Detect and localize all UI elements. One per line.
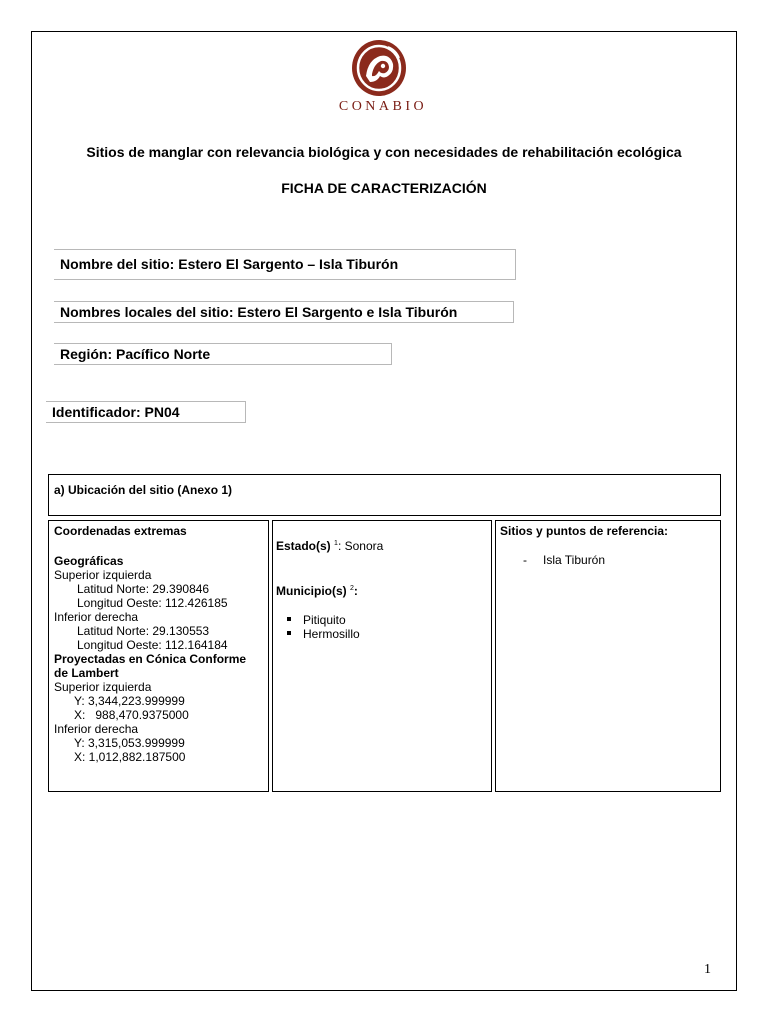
document-title: Sitios de manglar con relevancia biológica y con necesidades de rehabilitación ecológica bbox=[86, 144, 682, 160]
state-municipality-cell bbox=[272, 520, 492, 792]
dash-icon: - bbox=[523, 553, 527, 567]
bullet-icon bbox=[287, 631, 291, 635]
estado-label: Estado(s) bbox=[276, 539, 331, 553]
geo-heading: Geográficas bbox=[54, 554, 124, 568]
section-a-header bbox=[48, 474, 721, 516]
proj-x1: X: 988,470.9375000 bbox=[74, 708, 189, 722]
lon-oeste-2: Longitud Oeste: 112.164184 bbox=[77, 638, 228, 652]
proj-sup-izq: Superior izquierda bbox=[54, 680, 152, 694]
municipio-item-text: Hermosillo bbox=[303, 627, 360, 641]
geo-sup-izq: Superior izquierda bbox=[54, 568, 152, 582]
estado-footnote: 1 bbox=[334, 540, 338, 547]
coordinates-cell bbox=[48, 520, 269, 792]
municipio-label: Municipio(s) bbox=[276, 584, 347, 598]
reference-site-item bbox=[523, 553, 605, 567]
page-number: 1 bbox=[704, 962, 711, 977]
document-subtitle: FICHA DE CARACTERIZACIÓN bbox=[281, 180, 487, 196]
coords-heading: Coordenadas extremas bbox=[54, 524, 187, 538]
conabio-logo-icon bbox=[344, 38, 414, 98]
proj-heading-2: de Lambert bbox=[54, 666, 119, 680]
municipio-item-text: Pitiquito bbox=[303, 613, 346, 627]
bullet-icon bbox=[287, 617, 291, 621]
site-name-text: Nombre del sitio: Estero El Sargento – Isla Tiburón bbox=[60, 256, 399, 272]
identifier-box bbox=[46, 401, 246, 423]
local-names-box bbox=[54, 301, 514, 323]
municipio-footnote: 2 bbox=[350, 585, 354, 592]
geo-inf-der: Inferior derecha bbox=[54, 610, 139, 624]
reference-site-text: Isla Tiburón bbox=[543, 553, 606, 567]
reference-sites-cell bbox=[495, 520, 721, 792]
identifier-text: Identificador: PN04 bbox=[52, 404, 180, 420]
municipio-item bbox=[287, 627, 360, 641]
proj-heading-1: Proyectadas en Cónica Conforme bbox=[54, 652, 247, 666]
reference-sites-heading: Sitios y puntos de referencia: bbox=[500, 524, 669, 538]
logo-wordmark: CONABIO bbox=[338, 99, 428, 114]
municipio-line bbox=[276, 582, 358, 598]
lon-oeste-1: Longitud Oeste: 112.426185 bbox=[77, 596, 228, 610]
proj-x2: X: 1,012,882.187500 bbox=[74, 750, 186, 764]
proj-inf-der: Inferior derecha bbox=[54, 722, 139, 736]
municipio-item bbox=[287, 613, 346, 627]
lat-norte-1: Latitud Norte: 29.390846 bbox=[77, 582, 210, 596]
site-name-box bbox=[54, 249, 516, 280]
region-text: Región: Pacífico Norte bbox=[60, 346, 211, 362]
estado-line bbox=[276, 537, 383, 553]
proj-y2: Y: 3,315,053.999999 bbox=[74, 736, 185, 750]
proj-y1: Y: 3,344,223.999999 bbox=[74, 694, 185, 708]
section-a-heading: a) Ubicación del sitio (Anexo 1) bbox=[54, 483, 233, 497]
local-names-text: Nombres locales del sitio: Estero El Sargento e Isla Tiburón bbox=[60, 304, 458, 320]
municipio-colon: : bbox=[353, 584, 358, 598]
region-box bbox=[54, 343, 392, 365]
estado-value: : Sonora bbox=[337, 539, 384, 553]
lat-norte-2: Latitud Norte: 29.130553 bbox=[77, 624, 210, 638]
